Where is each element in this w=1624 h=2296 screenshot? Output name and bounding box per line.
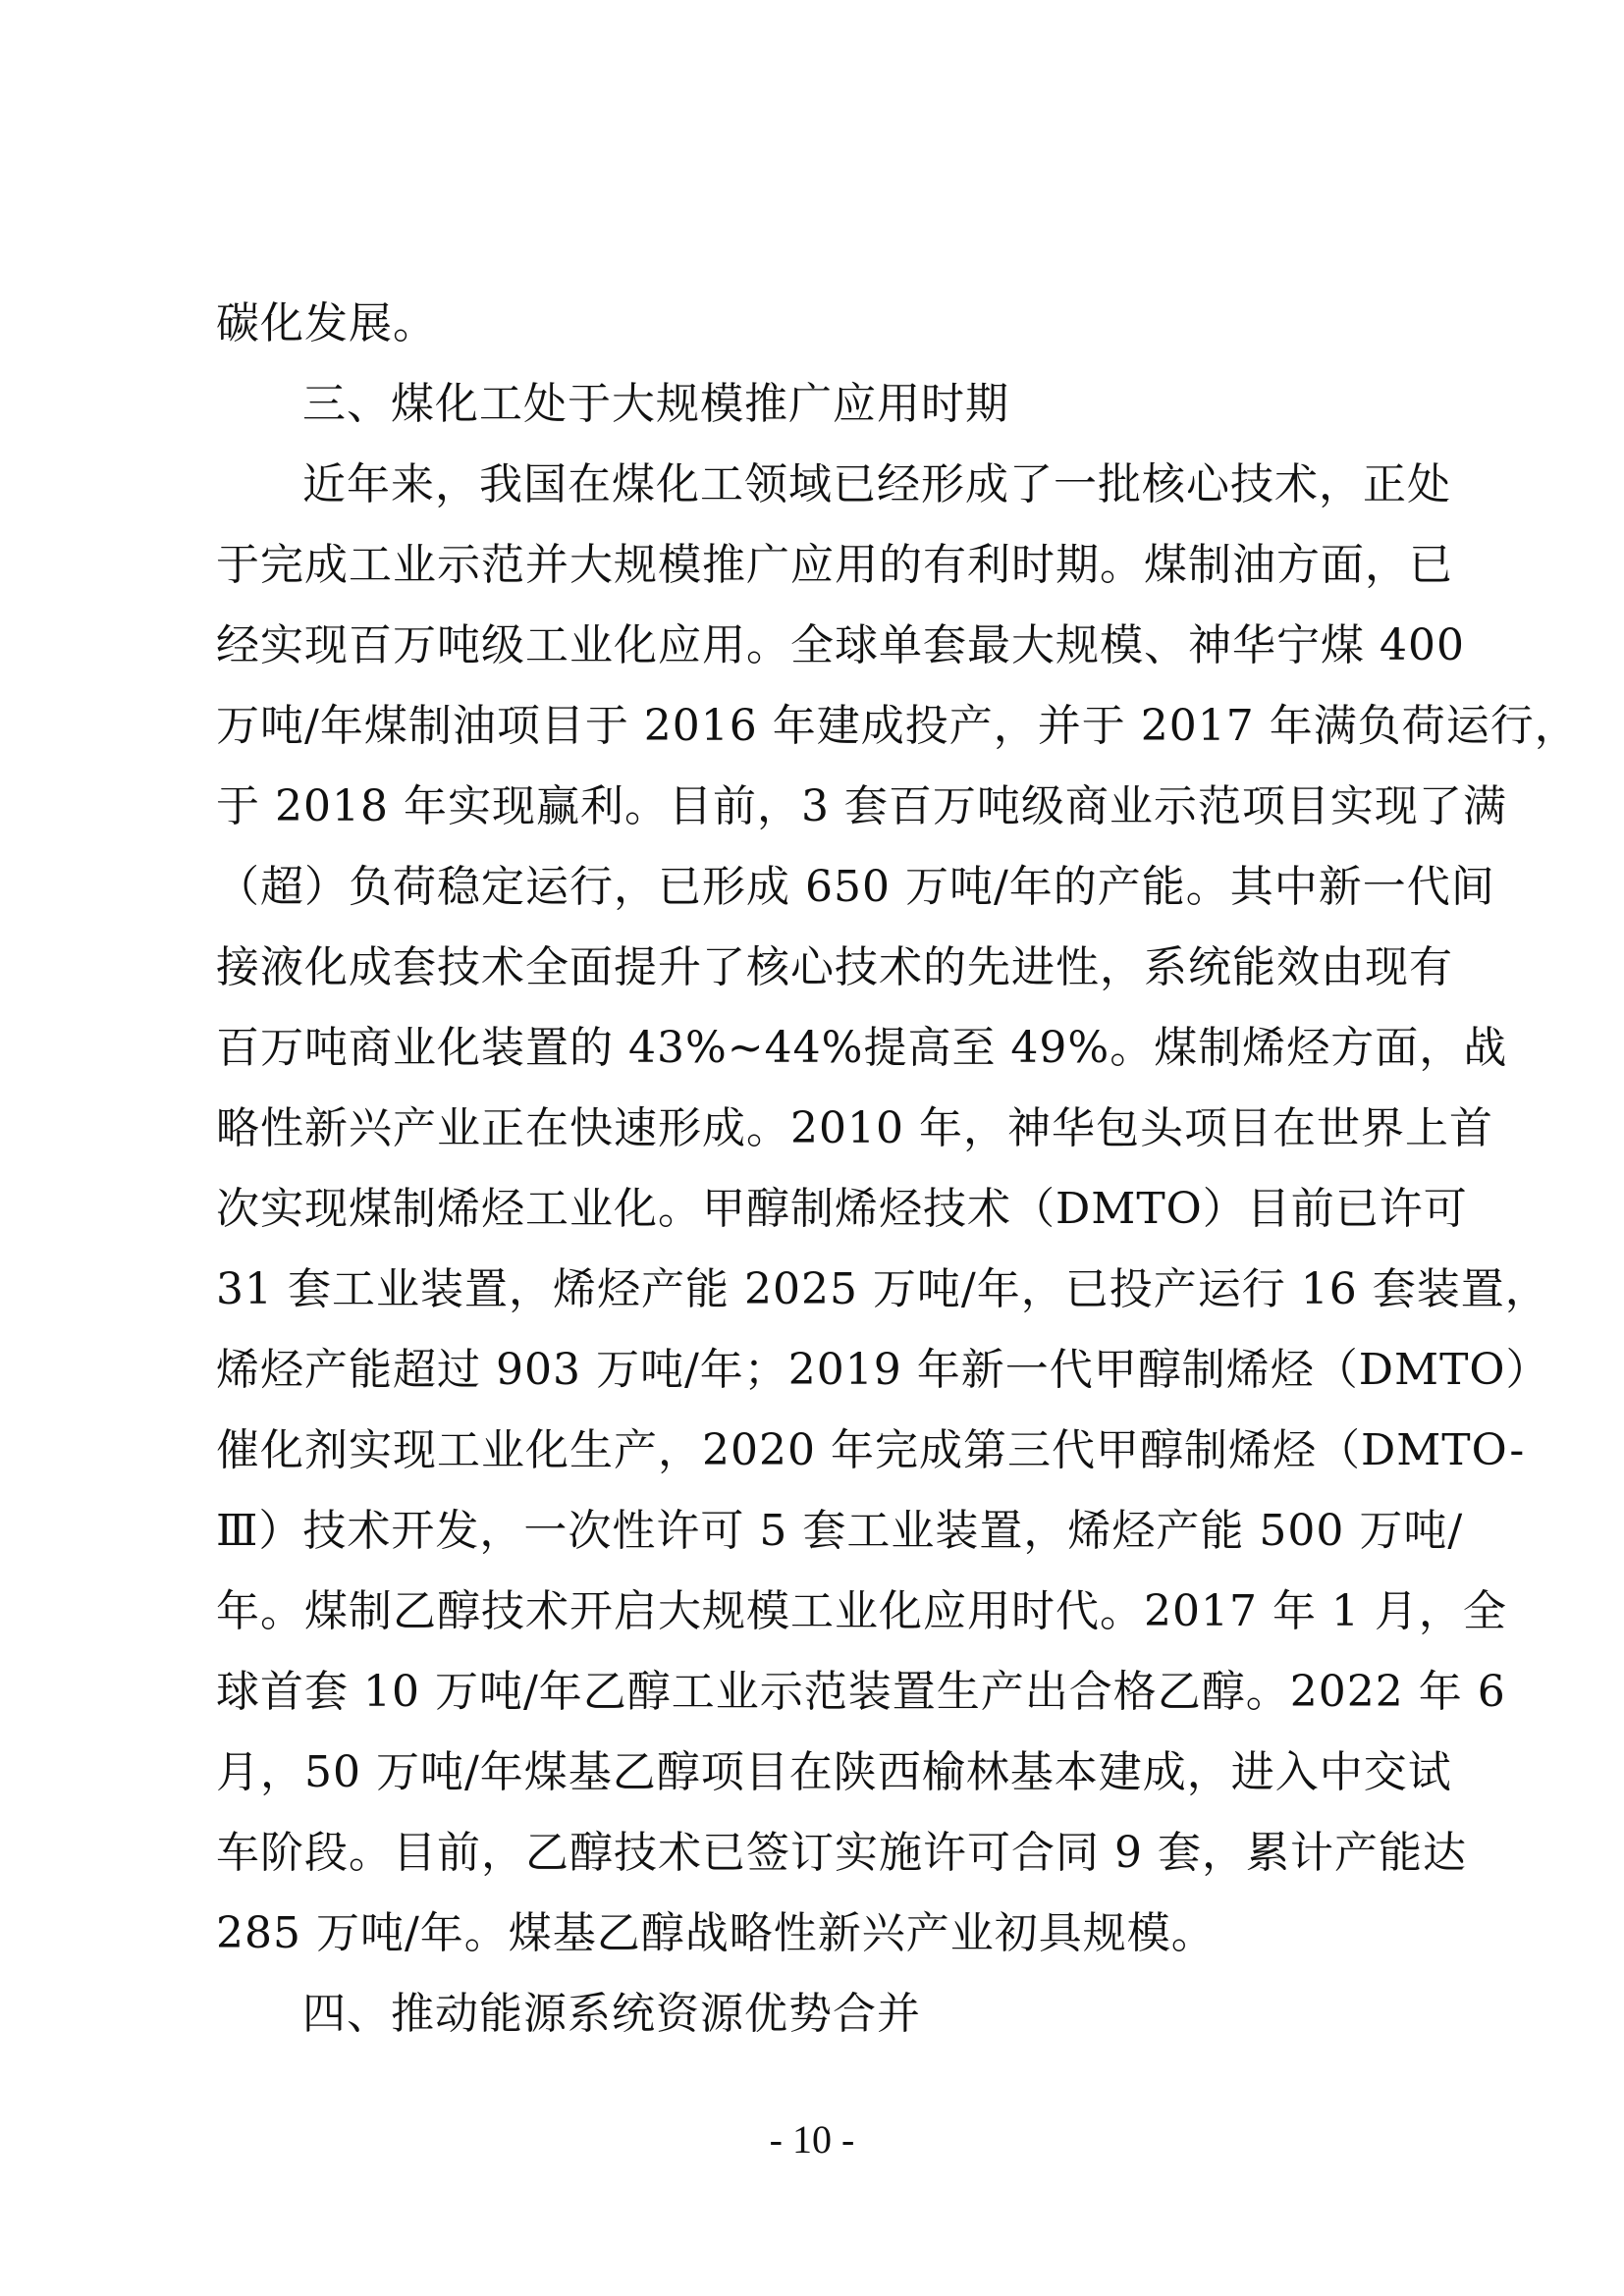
paragraph-line: 于完成工业示范并大规模推广应用的有利时期。煤制油方面，已	[216, 540, 1453, 590]
paragraph-line: 球首套 10 万吨/年乙醇工业示范装置生产出合格乙醇。2022 年 6	[216, 1667, 1506, 1717]
paragraph-line: 烯烃产能超过 903 万吨/年；2019 年新一代甲醇制烯烃（DMTO）	[216, 1345, 1550, 1395]
paragraph-line: 于 2018 年实现赢利。目前，3 套百万吨级商业示范项目实现了满	[216, 781, 1507, 831]
paragraph-line: 次实现煤制烯烃工业化。甲醇制烯烃技术（DMTO）目前已许可	[216, 1184, 1468, 1234]
paragraph-line: 285 万吨/年。煤基乙醇战略性新兴产业初具规模。	[216, 1908, 1216, 1958]
paragraph-line: 接液化成套技术全面提升了核心技术的先进性，系统能效由现有	[216, 942, 1453, 992]
paragraph-line: 碳化发展。	[216, 298, 437, 348]
paragraph-line: 经实现百万吨级工业化应用。全球单套最大规模、神华宁煤 400	[216, 620, 1465, 670]
paragraph-line: Ⅲ）技术开发，一次性许可 5 套工业装置，烯烃产能 500 万吨/	[216, 1506, 1464, 1556]
paragraph-line: 近年来，我国在煤化工领域已经形成了一批核心技术，正处	[302, 459, 1451, 509]
paragraph-line: 略性新兴产业正在快速形成。2010 年，神华包头项目在世界上首	[216, 1103, 1493, 1153]
section-heading: 四、推动能源系统资源优势合并	[302, 1989, 921, 2039]
paragraph-line: 年。煤制乙醇技术开启大规模工业化应用时代。2017 年 1 月，全	[216, 1586, 1507, 1636]
paragraph-line: 百万吨商业化装置的 43%~44%提高至 49%。煤制烯烃方面，战	[216, 1023, 1508, 1073]
paragraph-line: 车阶段。目前，乙醇技术已签订实施许可合同 9 套，累计产能达	[216, 1828, 1467, 1878]
paragraph-line: 万吨/年煤制油项目于 2016 年建成投产，并于 2017 年满负荷运行，	[216, 701, 1579, 751]
paragraph-line: 催化剂实现工业化生产，2020 年完成第三代甲醇制烯烃（DMTO-	[216, 1425, 1526, 1475]
paragraph-line: 月，50 万吨/年煤基乙醇项目在陕西榆林基本建成，进入中交试	[216, 1747, 1452, 1797]
paragraph-line: （超）负荷稳定运行，已形成 650 万吨/年的产能。其中新一代间	[216, 862, 1495, 912]
page-number: - 10 -	[769, 2117, 855, 2162]
paragraph-line: 31 套工业装置，烯烃产能 2025 万吨/年，已投产运行 16 套装置，	[216, 1264, 1549, 1314]
section-heading: 三、煤化工处于大规模推广应用时期	[302, 379, 1009, 429]
